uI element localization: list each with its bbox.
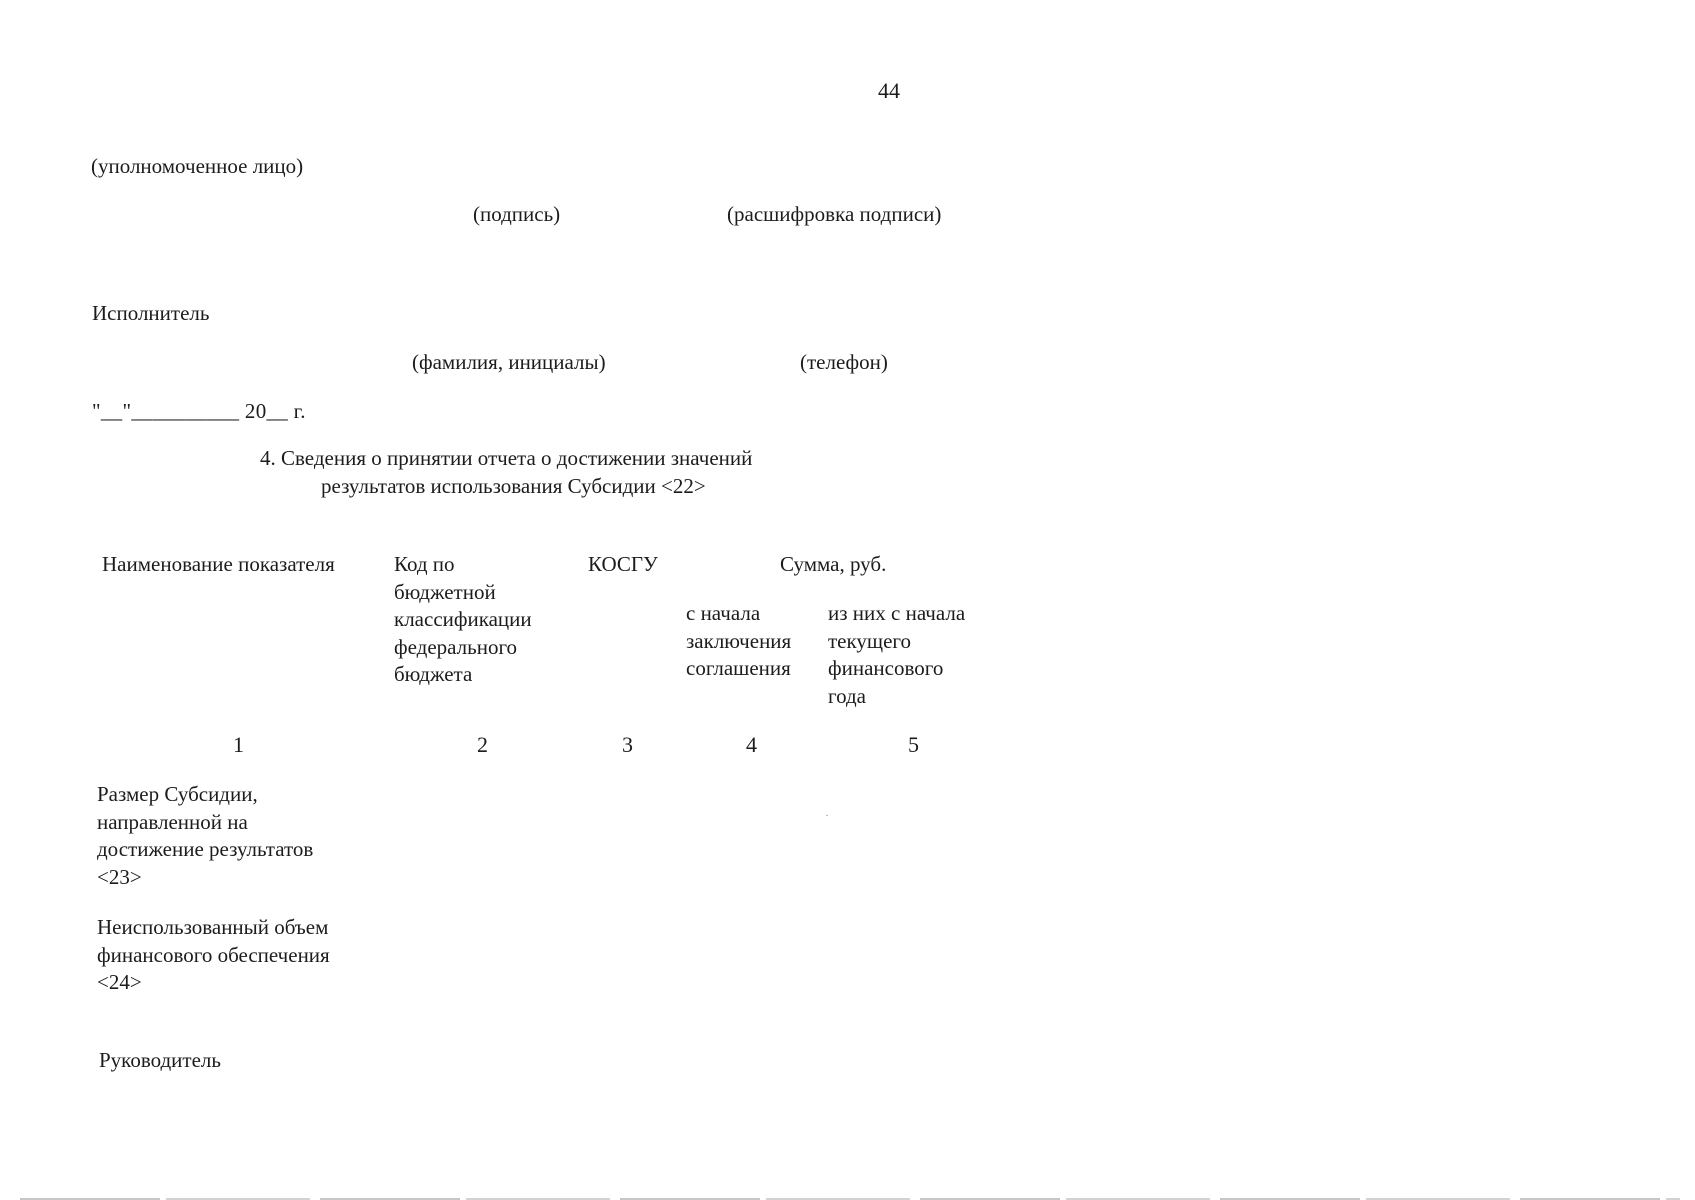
column-number-1: 1 <box>233 732 244 757</box>
row-label-line: <23> <box>97 864 142 889</box>
header-sum-from-agreement <box>686 600 791 683</box>
header-sum-current-year-line: из них с начала <box>828 601 966 625</box>
table-row-subsidy-amount <box>97 781 313 891</box>
scan-speck <box>826 815 828 816</box>
row-label-line: направленной на <box>97 809 248 834</box>
full-name-caption: (фамилия, инициалы) <box>412 350 606 374</box>
header-sum-from-agreement-line: заключения <box>686 628 792 653</box>
header-sum: Сумма, руб. <box>780 552 887 576</box>
section-title-line-1: 4. Сведения о принятии отчета о достижении значений <box>260 446 753 470</box>
header-sum-from-agreement-line: соглашения <box>686 656 791 680</box>
row-label-line: Неиспользованный объем <box>97 915 329 939</box>
row-label-line: <24> <box>97 970 142 994</box>
row-label-line: Размер Субсидии, <box>97 782 258 806</box>
row-label-line: достижение результатов <box>97 837 314 861</box>
executor-label: Исполнитель <box>92 301 210 325</box>
page-number: 44 <box>878 78 900 103</box>
date-line: "__"__________ 20__ г. <box>92 399 306 423</box>
signature-decoding-caption: (расшифровка подписи) <box>727 202 942 226</box>
head-label: Руководитель <box>99 1048 221 1072</box>
header-budget-code-line: Код по <box>394 552 455 576</box>
column-number-4: 4 <box>746 732 757 757</box>
row-label-line: финансового обеспечения <box>97 942 330 967</box>
column-number-5: 5 <box>908 732 919 757</box>
signature-caption: (подпись) <box>473 202 561 226</box>
header-sum-current-year-line: текущего <box>828 628 911 653</box>
header-sum-from-agreement-line: с начала <box>686 601 761 625</box>
phone-caption: (телефон) <box>800 350 888 374</box>
header-sum-current-year <box>828 600 965 710</box>
section-title-line-2: результатов использования Субсидии <22> <box>321 474 706 498</box>
header-sum-current-year-line: финансового <box>828 656 944 680</box>
header-sum-current-year-line: года <box>828 683 866 708</box>
column-number-2: 2 <box>477 732 488 757</box>
header-kosgu: КОСГУ <box>588 552 658 576</box>
column-number-3: 3 <box>622 732 633 757</box>
authorized-person-caption: (уполномоченное лицо) <box>91 154 304 178</box>
header-budget-code-line: классификации <box>394 607 532 631</box>
header-indicator-name: Наименование показателя <box>102 552 335 576</box>
header-budget-code-line: федерального <box>394 634 518 659</box>
header-budget-code-line: бюджетной <box>394 579 496 604</box>
table-row-unused-funds <box>97 914 330 997</box>
header-budget-code-line: бюджета <box>394 662 473 686</box>
header-budget-code <box>394 551 532 689</box>
